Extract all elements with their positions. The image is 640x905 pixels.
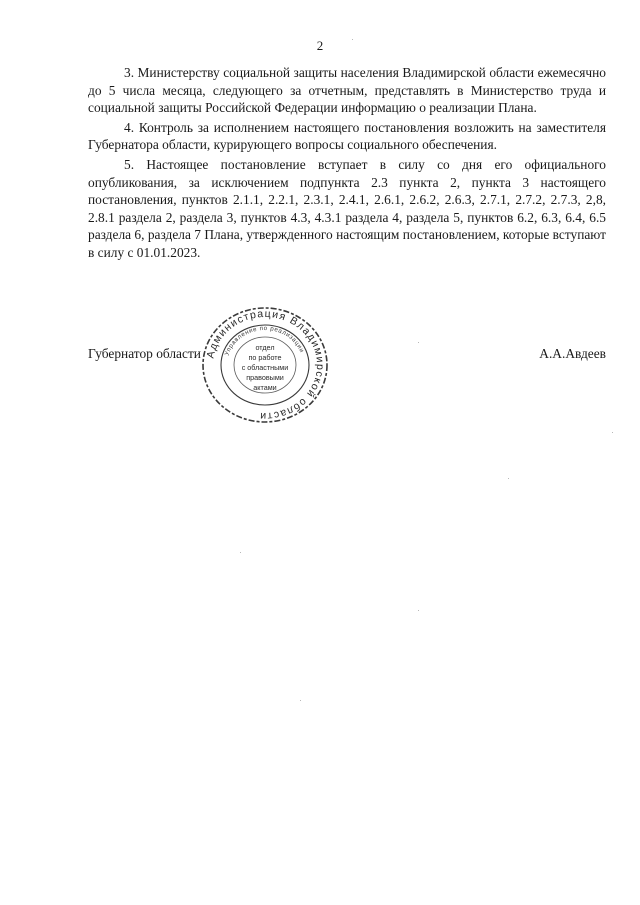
scan-speck <box>240 552 241 553</box>
paragraph-5: 5. Настоящее постановление вступает в силу со дня его официального опубликования, за исключением подпункта 2.3 пункта 2, пункта 3 настоящего постановления, пунктов 2.1.1, 2.2.1, 2.3.1, 2.4.1, 2.6.1, 2.6.2, 2.6.3, 2.7.1, 2.7.2, 2.7.3, 2,8, 2.8.1 раздела 2, раздела 3, пунктов 4.3, 4.3.1 раздела 4, раздела 5, пунктов 6.2, 6.3, 6.4, 6.5 раздела 6, раздела 7 Плана, утвержденного настоящим постановлением, которые вступают в силу с 01.01.2023. <box>88 156 606 260</box>
official-stamp <box>200 303 330 427</box>
stamp-inner-text: Управление по реализации <box>223 324 306 357</box>
stamp-center-line-4: правовыми <box>246 373 284 382</box>
stamp-center-line-2: по работе <box>248 353 282 362</box>
scan-speck <box>418 342 419 343</box>
page-number: 2 <box>316 38 324 53</box>
scan-speck <box>508 478 509 479</box>
signature-title: Губернатор области <box>88 346 201 361</box>
scan-speck <box>612 432 613 433</box>
scan-speck <box>418 610 419 611</box>
paragraph-4: 4. Контроль за исполнением настоящего постановления возложить на заместителя Губернатора области, курирующего вопросы социального обеспечения. <box>88 119 606 153</box>
paragraph-3: 3. Министерству социальной защиты населения Владимирской области ежемесячно до 5 числа месяца, следующего за отчетным, представлять в Министерство труда и социальной защиты Российской Федерации информацию о реализации Плана. <box>88 65 606 116</box>
scan-speck <box>352 39 353 40</box>
stamp-center-line-3: с областными <box>241 363 289 372</box>
document-body <box>88 64 606 264</box>
signature-name: А.А.Авдеев <box>539 346 606 361</box>
scan-speck <box>300 700 301 701</box>
stamp-center-line-5: актами <box>253 383 277 392</box>
stamp-outer-text: Администрация Владимирской области <box>204 307 327 423</box>
stamp-center-line-1: отдел <box>255 343 275 352</box>
